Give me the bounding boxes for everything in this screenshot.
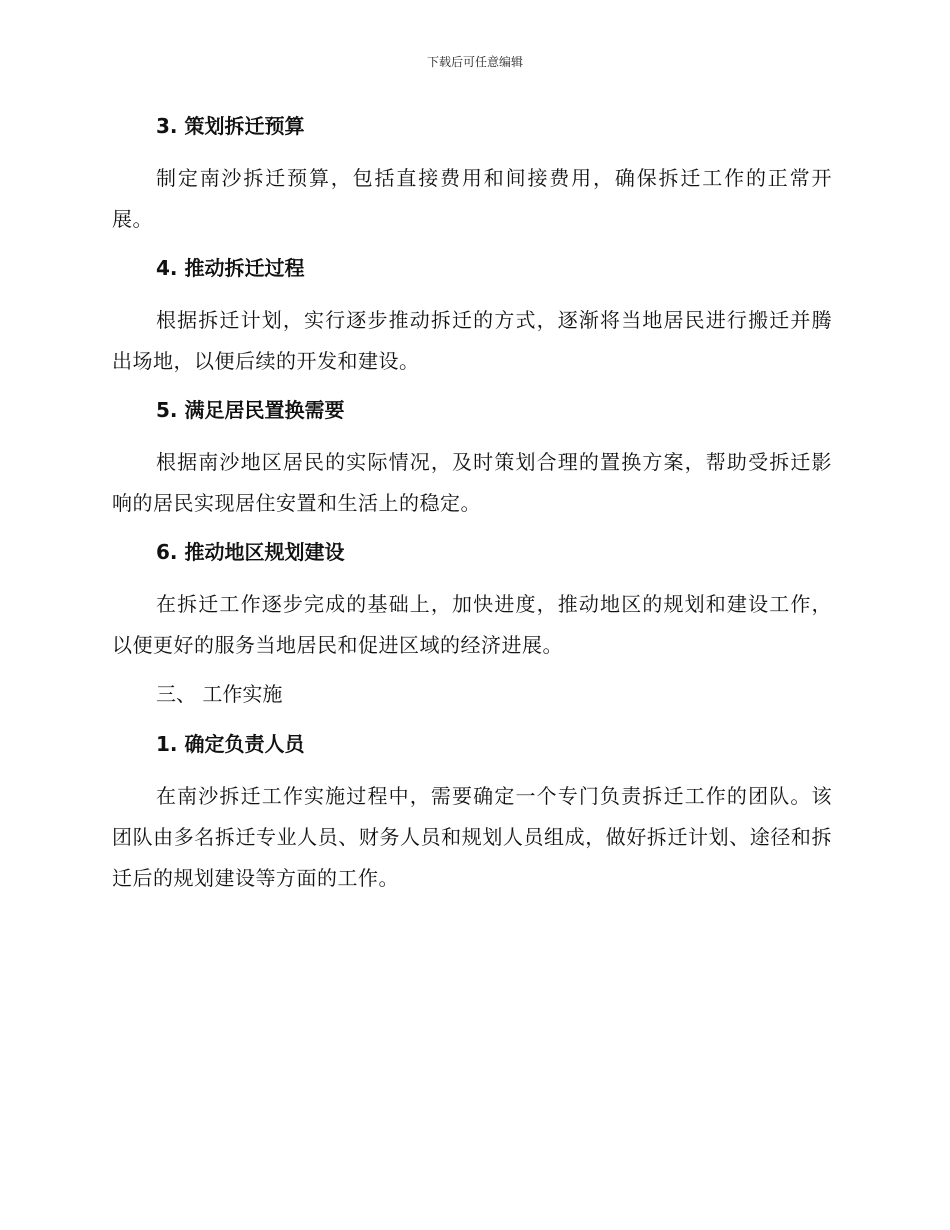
- heading-promote-demolition: 4. 推动拆迁过程: [156, 256, 305, 280]
- heading-responsible-personnel: 1. 确定负责人员: [156, 732, 305, 756]
- heading-resident-replacement: 5. 满足居民置换需要: [156, 398, 345, 422]
- paragraph-budget: 制定南沙拆迁预算，包括直接费用和间接费用，确保拆迁工作的正常开展。: [112, 166, 832, 231]
- heading-budget: 3. 策划拆迁预算: [156, 114, 305, 138]
- heading-regional-planning: 6. 推动地区规划建设: [156, 540, 345, 564]
- document-body: [112, 108, 832, 899]
- page-header: 下载后可任意编辑: [426, 55, 523, 69]
- paragraph-promote-demolition: 根据拆迁计划，实行逐步推动拆迁的方式，逐渐将当地居民进行搬迁并腾出场地，以便后续的开发和建设。: [112, 308, 832, 373]
- section-title-implementation: 三、 工作实施: [156, 682, 283, 706]
- paragraph-resident-replacement: 根据南沙地区居民的实际情况，及时策划合理的置换方案，帮助受拆迁影响的居民实现居住安置和生活上的稳定。: [112, 450, 832, 515]
- paragraph-responsible-personnel: 在南沙拆迁工作实施过程中，需要确定一个专门负责拆迁工作的团队。该团队由多名拆迁专业人员、财务人员和规划人员组成，做好拆迁计划、途径和拆迁后的规划建设等方面的工作。: [112, 784, 832, 890]
- paragraph-regional-planning: 在拆迁工作逐步完成的基础上，加快进度，推动地区的规划和建设工作，以便更好的服务当地居民和促进区域的经济进展。: [112, 592, 832, 657]
